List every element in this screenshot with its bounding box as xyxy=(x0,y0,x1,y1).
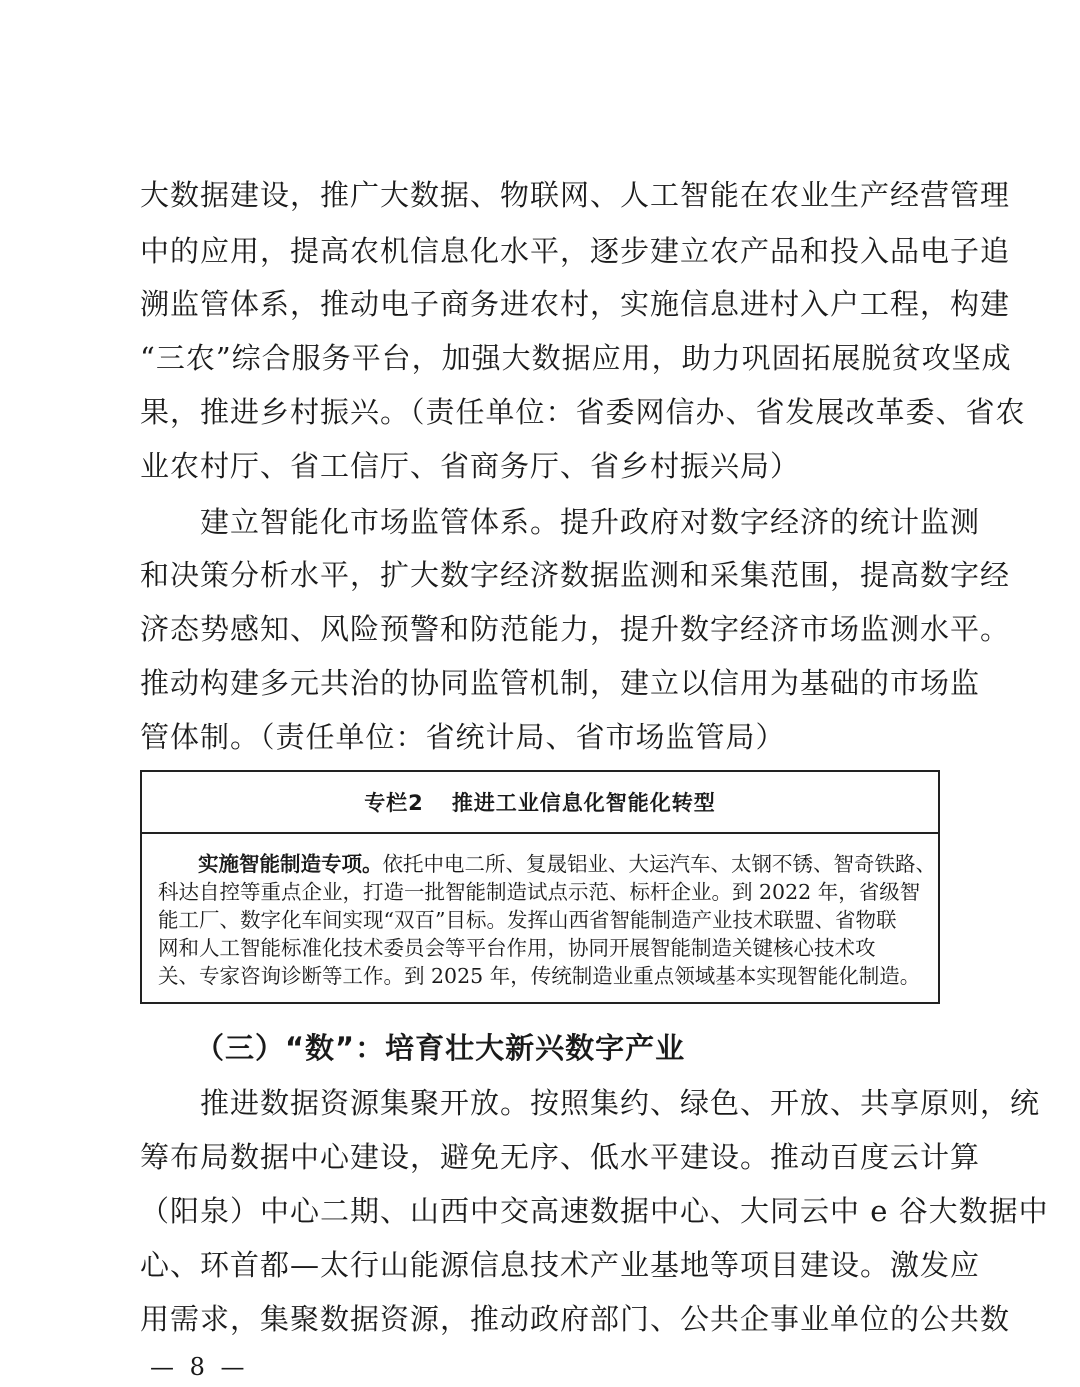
paragraph2-line-5: 管体制。（责任单位：省统计局、省市场监管局） xyxy=(140,720,786,754)
paragraph3-line-4: 心、环首都—太行山能源信息技术产业基地等项目建设。激发应 xyxy=(140,1248,981,1282)
paragraph2-line-4: 推动构建多元共治的协同监管机制，建立以信用为基础的市场监 xyxy=(140,666,981,700)
paragraph1-line-2: 中的应用，提高农机信息化水平，逐步建立农产品和投入品电子追 xyxy=(140,234,1011,268)
paragraph1-line-3: 溯监管体系，推动电子商务进农村，实施信息进村入户工程，构建 xyxy=(140,287,1011,321)
paragraph1-line-4: “三农”综合服务平台，加强大数据应用，助力巩固拓展脱贫攻坚成 xyxy=(140,341,1012,375)
section-heading: （三）“数”：培育壮大新兴数字产业 xyxy=(195,1031,686,1065)
column-box-line-4: 网和人工智能标准化技术委员会等平台作用，协同开展智能制造关键核心技术攻 xyxy=(158,936,876,960)
paragraph1-line-5: 果，推进乡村振兴。（责任单位：省委网信办、省发展改革委、省农 xyxy=(140,395,1026,429)
paragraph2-line-2: 和决策分析水平，扩大数字经济数据监测和采集范围，提高数字经 xyxy=(140,558,1011,592)
paragraph1-line-1: 大数据建设，推广大数据、物联网、人工智能在农业生产经营管理 xyxy=(140,178,1011,212)
column-box-line-5: 关、专家咨询诊断等工作。到 2025 年，传统制造业重点领域基本实现智能化制造。 xyxy=(158,964,921,988)
column-box-label: 专栏2 xyxy=(364,791,424,815)
column-box-line-2: 科达自控等重点企业，打造一批智能制造试点示范、标杆企业。到 2022 年，省级智 xyxy=(158,880,921,904)
column-box-line-3: 能工厂、数字化车间实现“双百”目标。发挥山西省智能制造产业技术联盟、省物联 xyxy=(158,908,897,932)
column-box-line-1-text: 依托中电二所、复晟铝业、大运汽车、太钢不锈、智奇铁路、 xyxy=(382,852,936,876)
column-box-title: 推进工业信息化智能化转型 xyxy=(451,791,716,815)
column-box-line-1 xyxy=(158,850,936,878)
paragraph3-line-5: 用需求，集聚数据资源，推动政府部门、公共企事业单位的公共数 xyxy=(140,1302,1011,1336)
paragraph1-line-6: 业农村厅、省工信厅、省商务厅、省乡村振兴局） xyxy=(140,449,801,483)
column-box-lead: 实施智能制造专项。 xyxy=(198,852,383,876)
page-number: — 8 — xyxy=(150,1353,249,1381)
paragraph3-line-3: （阳泉）中心二期、山西中交高速数据中心、大同云中 e 谷大数据中 xyxy=(140,1194,1049,1228)
column-box-header xyxy=(142,772,938,834)
paragraph3-line-1: 推进数据资源集聚开放。按照集约、绿色、开放、共享原则，统 xyxy=(200,1086,1041,1120)
column-box xyxy=(140,770,940,1004)
paragraph2-line-3: 济态势感知、风险预警和防范能力，提升数字经济市场监测水平。 xyxy=(140,612,1011,646)
paragraph3-line-2: 筹布局数据中心建设，避免无序、低水平建设。推动百度云计算 xyxy=(140,1140,981,1174)
paragraph2-line-1: 建立智能化市场监管体系。提升政府对数字经济的统计监测 xyxy=(200,505,981,539)
